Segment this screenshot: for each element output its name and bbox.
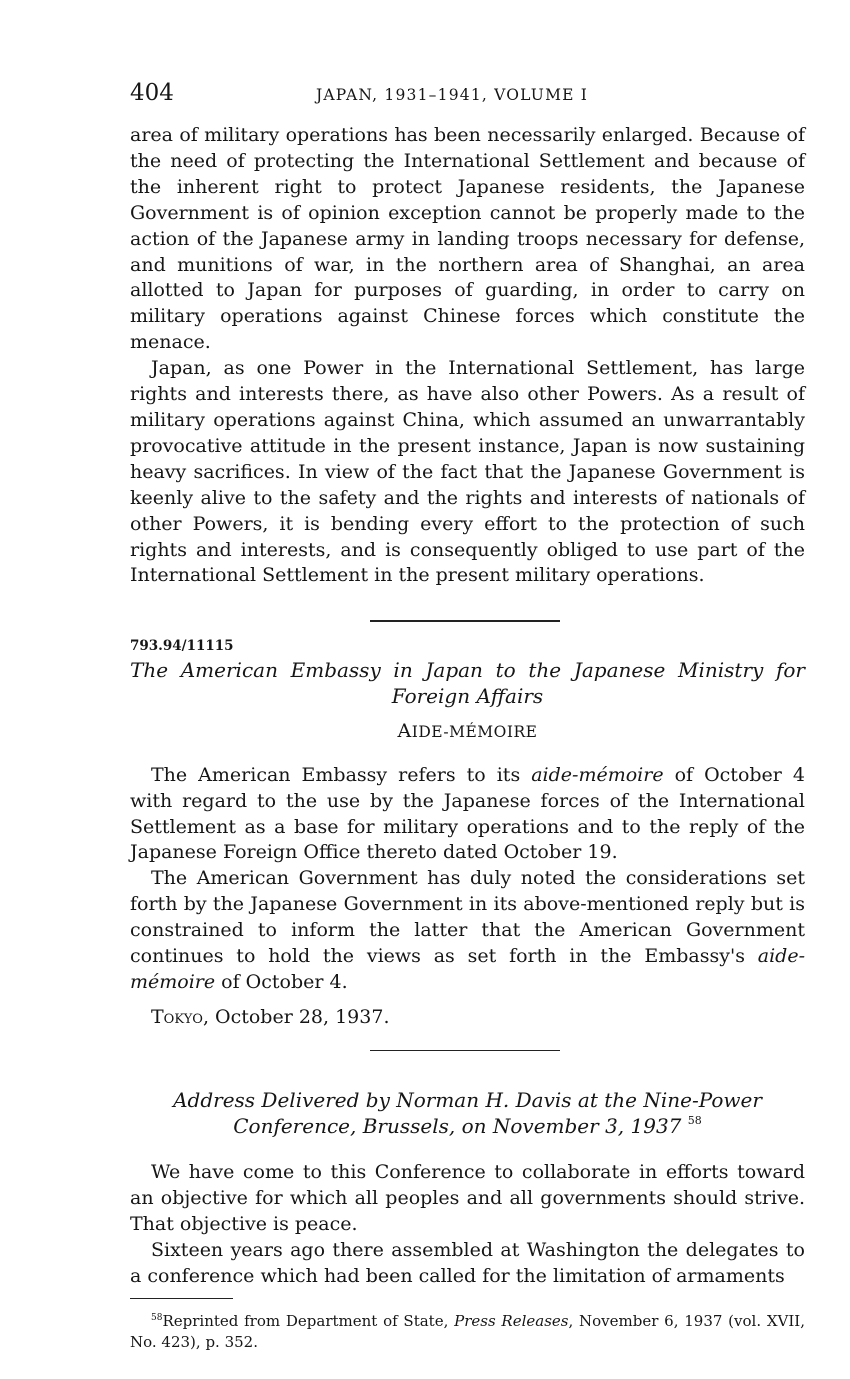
page-body — [130, 123, 805, 1290]
footnote — [130, 1311, 805, 1353]
footnote-marker: 58 — [151, 1313, 163, 1324]
page-number: 404 — [130, 80, 174, 106]
continuation-paragraph-1: area of military operations has been necessarily enlarged. Because of the need of protecting the International Settlement and because of the inherent right to protect Japanese residents, the Japanese Government is of opinion exception cannot be properly made to the action of the Japanese army in landing troops necessary for defense, and munitions of war, in the northern area of Shanghai, an area allotted to Japan for purposes of guarding, in order to carry on military operations against Chinese forces which constitute the menace. — [130, 124, 805, 354]
text-run: of October 4 with regard to the use by the Japanese forces of the International Settlement as a base for military operations and to the reply of the Japanese Foreign Office thereto dated October 19. — [130, 763, 805, 864]
file-number: 793.94/11115 — [130, 637, 234, 654]
address-paragraph-1: We have come to this Conference to collaborate in efforts toward an objective for which all peoples and all governments should strive. That objective is peace. — [130, 1161, 805, 1236]
text-run: of October 4. — [215, 970, 348, 993]
text-run: , November 6, 1937 (vol. XVII, No. 423), p. 352. — [130, 1312, 805, 1352]
text-run: The American Government has duly noted the considerations set forth by the Japanese Government in its above-mentioned reply but is constrained to inform the latter that the American Government continues to hold the views as set forth in the Embassy's — [130, 867, 805, 968]
document-subheading — [130, 719, 805, 746]
text-run: The American Embassy refers to its — [151, 763, 532, 786]
continuation-paragraph-2: Japan, as one Power in the International Settlement, has large rights and interests there, as have also other Powers. As a result of military operations against China, which assumed an unwarrantably provocative attitude in the present instance, Japan is now sustaining heavy sacrifices. In view of the fact that the Japanese Government is keenly alive to the safety and the rights and interests of nationals of other Powers, it is bending every effort to the protection of such rights and interests, and is consequently obliged to use part of the International Settlement in the present military operations. — [130, 357, 805, 587]
aide-memoire-paragraph-1 — [130, 763, 805, 867]
italic-term: aide-mémoire — [130, 945, 805, 993]
address-heading-text: Address Delivered by Norman H. Davis at the Nine-Power Conference, Brussels, on November 3, 1937 — [173, 1088, 762, 1139]
footnote-divider — [130, 1298, 233, 1300]
running-title: JAPAN, 1931–1941, VOLUME I — [316, 86, 589, 104]
address-paragraph-2: Sixteen years ago there assembled at Washington the delegates to a conference which had been called for the limitation of armaments — [130, 1239, 805, 1287]
running-header — [130, 78, 805, 108]
italic-term: aide-mémoire — [531, 763, 664, 786]
place-name: Tokyo — [151, 1005, 203, 1028]
subheading-initial: A — [397, 719, 412, 742]
document-page — [130, 78, 805, 1353]
closing-date: , October 28, 1937. — [202, 1005, 390, 1028]
subheading-rest: IDE-MÉMOIRE — [411, 722, 538, 741]
footnote-reference: 58 — [687, 1114, 702, 1128]
section-divider — [370, 1050, 560, 1052]
document-heading: The American Embassy in Japan to the Japanese Ministry for Foreign Affairs — [130, 657, 805, 708]
place-and-date — [130, 1005, 805, 1031]
section-divider — [370, 620, 560, 622]
italic-term: Press Releases — [454, 1312, 569, 1331]
aide-memoire-paragraph-2 — [130, 866, 805, 996]
text-run: Reprinted from Department of State, — [162, 1312, 455, 1331]
address-heading — [130, 1087, 805, 1139]
